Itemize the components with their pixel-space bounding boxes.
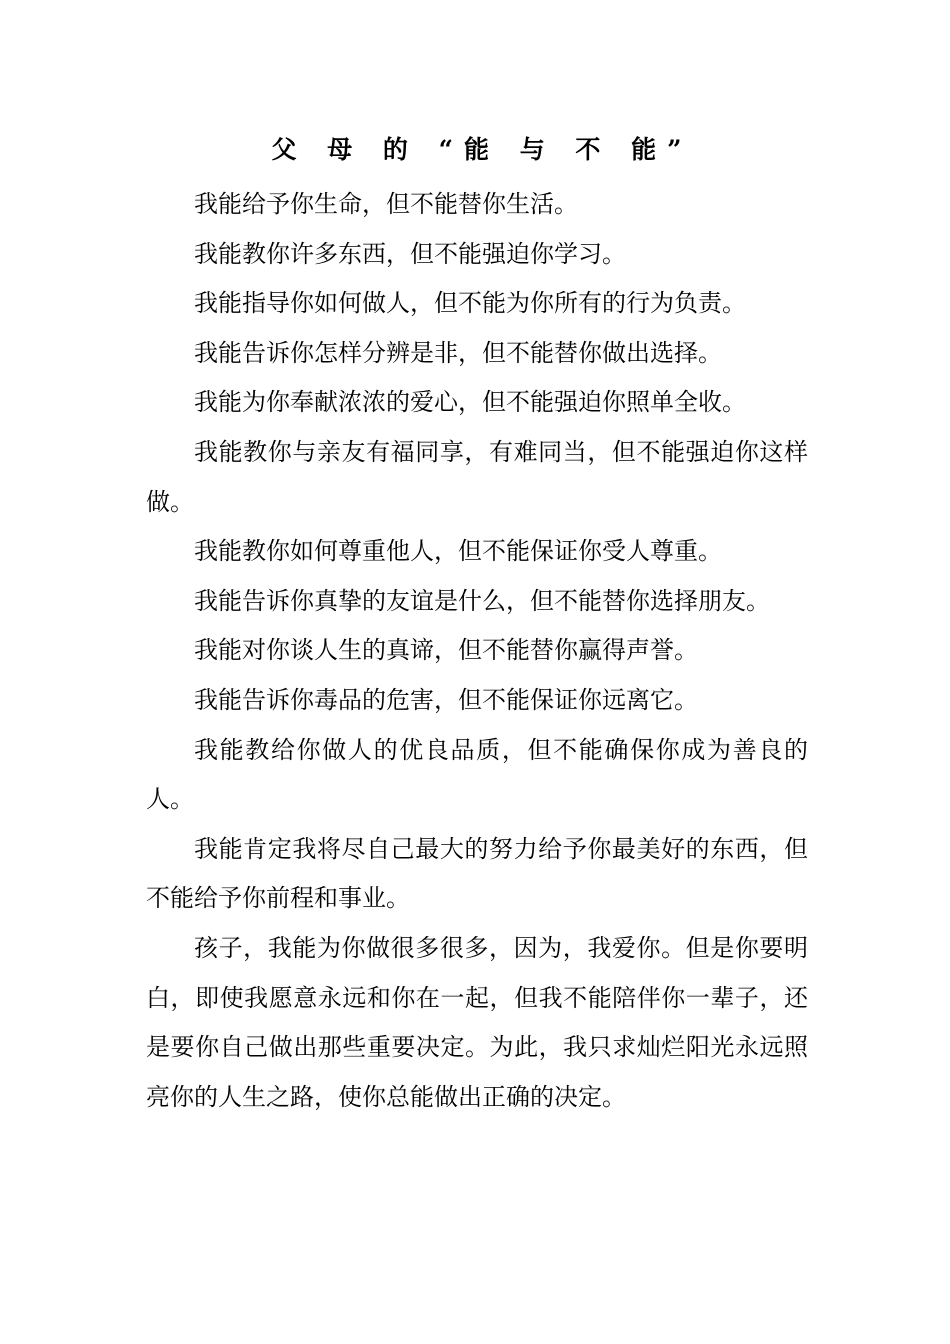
document-body — [146, 180, 808, 1122]
paragraph-2: 我能教你许多东西，但不能强迫你学习。 — [194, 239, 626, 268]
paragraph-7: 我能教你如何尊重他人，但不能保证你受人尊重。 — [194, 537, 722, 566]
paragraph-6: 我能教你与亲友有福同享，有难同当，但不能强迫你这样做。 — [146, 437, 808, 516]
paragraph-1: 我能给予你生命，但不能替你生活。 — [194, 190, 578, 218]
paragraph-9: 我能对你谈人生的真谛，但不能替你赢得声誉。 — [194, 636, 698, 665]
paragraph-5: 我能为你奉献浓浓的爱心，但不能强迫你照单全收。 — [194, 388, 746, 417]
paragraph-10: 我能告诉你毒品的危害，但不能保证你远离它。 — [194, 685, 698, 714]
paragraph-11: 我能教给你做人的优良品质，但不能确保你成为善良的人。 — [146, 735, 808, 814]
paragraph-3: 我能指导你如何做人，但不能为你所有的行为负责。 — [194, 289, 746, 318]
paragraph-13: 孩子，我能为你做很多很多，因为，我爱你。但是你要明白，即使我愿意永远和你在一起，但我不能陪伴你一辈子，还是要你自己做出那些重要决定。为此，我只求灿烂阳光永远照亮你的人生之路，使你总能做出正确的决定。 — [146, 933, 808, 1111]
paragraph-8: 我能告诉你真挚的友谊是什么，但不能替你选择朋友。 — [194, 586, 770, 615]
document-title: 父 母 的 “能 与 不 能” — [271, 135, 693, 164]
paragraph-12: 我能肯定我将尽自己最大的努力给予你最美好的东西，但不能给予你前程和事业。 — [146, 834, 808, 913]
document-page — [146, 120, 808, 1122]
paragraph-4: 我能告诉你怎样分辨是非，但不能替你做出选择。 — [194, 338, 722, 367]
